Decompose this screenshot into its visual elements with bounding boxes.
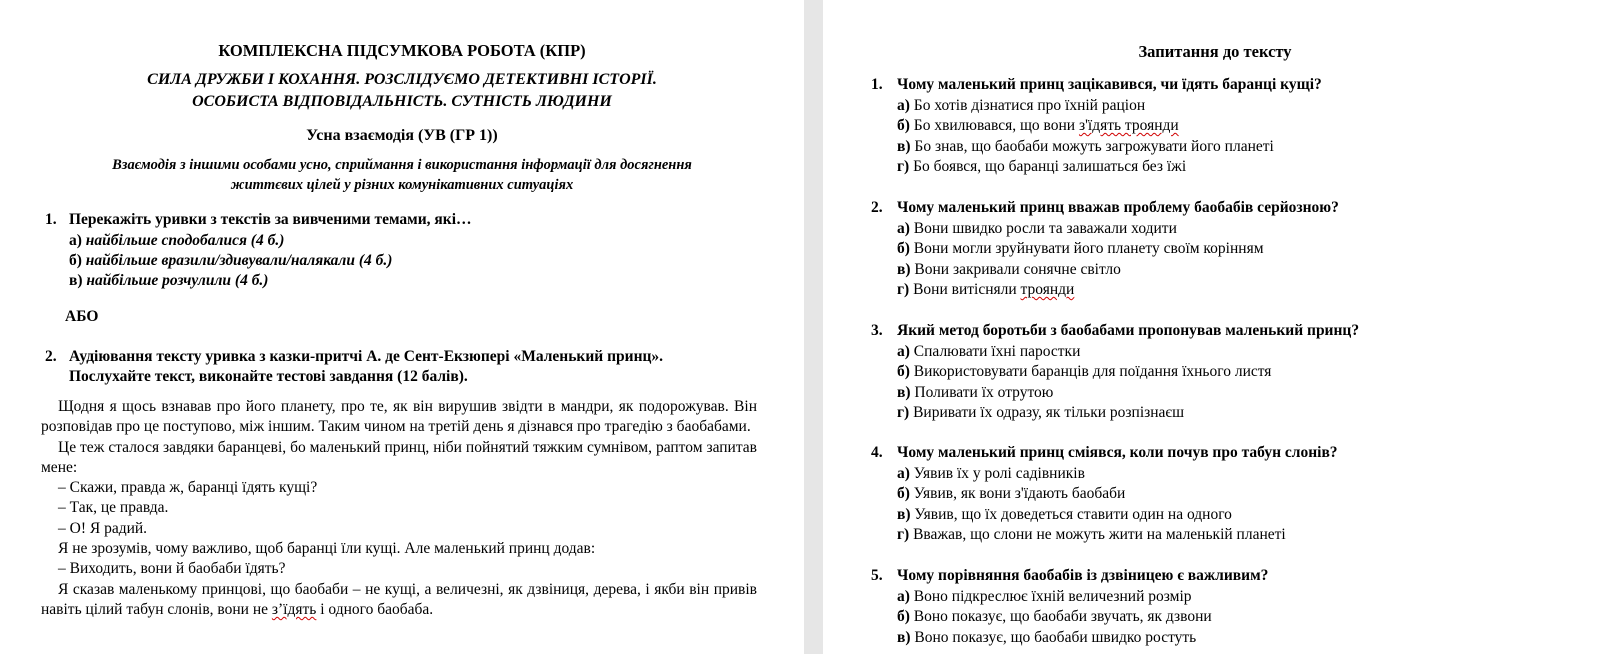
option-text: найбільше розчулили (4 б.): [86, 272, 269, 289]
story-paragraph: Це теж сталося завдяки баранцеві, бо маленький принц, ніби пойнятий тяжким сумнівом, раптом запитав мене:: [41, 438, 757, 476]
question-number: 4.: [871, 444, 883, 461]
question-4: [871, 443, 1571, 546]
option-letter: а): [69, 232, 82, 249]
option-letter: г): [897, 404, 910, 421]
subtitle-line-2: ОСОБИСТА ВІДПОВІДАЛЬНІСТЬ. СУТНІСТЬ ЛЮДИНИ: [192, 93, 612, 110]
dialogue-line: – О! Я радий.: [58, 519, 148, 537]
option-letter: а): [897, 96, 910, 114]
answer-option: [871, 260, 1571, 281]
question-heading: [871, 443, 1571, 464]
option-letter: в): [897, 383, 911, 401]
dialogue-line: – Скажи, правда ж, баранці їдять кущі?: [58, 479, 318, 497]
task-2-line-1: Аудіювання тексту уривка з казки-притчі А. де Сент-Екзюпері «Маленький принц».: [69, 348, 664, 365]
question-number: 5.: [871, 567, 883, 584]
section-description-line-2: життєвих цілей у різних комунікативних ситуаціях: [230, 177, 574, 193]
option-letter: г): [897, 526, 910, 543]
option-text: Вони витісняли: [913, 281, 1017, 298]
option-text: Уявив, що їх доведеться ставити один на одного: [914, 505, 1232, 523]
dialogue-line: – Так, це правда.: [58, 499, 169, 517]
task-1-number: 1.: [45, 211, 57, 228]
answer-option: [871, 116, 1571, 137]
question-heading: [871, 321, 1571, 342]
option-text: Воно показує, що баобаби звучать, як дзвони: [913, 608, 1212, 625]
option-text: Воно підкреслює їхній величезний розмір: [913, 587, 1192, 605]
option-text: Поливати їх отрутою: [914, 383, 1054, 401]
question-number: 1.: [871, 76, 883, 93]
right-page: [823, 0, 1608, 654]
option-text: Спалювати їхні паростки: [913, 342, 1081, 360]
option-letter: г): [897, 158, 910, 175]
text-run: і одного баобаба.: [316, 600, 434, 618]
option-letter: б): [897, 608, 910, 625]
answer-option: [871, 628, 1571, 649]
question-text: Чому маленький принц вважав проблему баобабів серйозною?: [897, 199, 1339, 216]
answer-option: [871, 403, 1571, 424]
option-letter: в): [897, 260, 911, 278]
answer-option: [871, 157, 1571, 178]
story-paragraph: Щодня я щось взнавав про його планету, про те, як він вирушив звідти в мандри, як подорожував. Він розповідав про це поступово, між іншим. Таким чином на третій день я дізнався про трагедію з баобабами.: [41, 398, 757, 436]
option-letter: а): [897, 219, 910, 237]
page-gap: [804, 0, 823, 654]
option-letter: в): [897, 137, 911, 155]
option-letter: а): [897, 342, 910, 360]
option-letter: б): [897, 240, 910, 257]
question-text: Чому порівняння баобабів із дзвіницею є важливим?: [897, 567, 1269, 584]
option-text: Вважав, що слони не можуть жити на маленькій планеті: [913, 526, 1286, 543]
option-letter: б): [897, 485, 910, 502]
option-text: Воно показує, що баобаби швидко ростуть: [914, 628, 1197, 646]
option-letter: а): [897, 587, 910, 605]
question-3: [871, 321, 1571, 424]
task-1-heading: Перекажіть уривки з текстів за вивченими темами, які…: [69, 211, 472, 228]
question-text: Чому маленький принц сміявся, коли почув про табун слонів?: [897, 444, 1338, 461]
answer-option: [871, 96, 1571, 117]
answer-option: [871, 362, 1571, 383]
story-text: [41, 397, 757, 620]
answer-option: [871, 280, 1571, 301]
question-5: [871, 566, 1571, 648]
option-text: Вони швидко росли та заважали ходити: [913, 219, 1177, 237]
task-1-option-c: [69, 271, 268, 291]
answer-option: [871, 239, 1571, 260]
question-heading: [871, 198, 1571, 219]
question-number: 2.: [871, 199, 883, 216]
option-text: Виривати їх одразу, як тільки розпізнаєш: [913, 404, 1185, 421]
answer-option: [871, 342, 1571, 363]
answer-option: [871, 464, 1571, 485]
section-heading: Усна взаємодія (УВ (ГР 1)): [306, 127, 498, 144]
option-letter: в): [69, 272, 83, 289]
spell-flagged-word: троянди: [1020, 281, 1075, 298]
task-2-number: 2.: [45, 348, 57, 365]
questions-title: Запитання до тексту: [1138, 42, 1292, 61]
task-1-option-b: [69, 251, 392, 271]
story-paragraph: [41, 580, 757, 621]
answer-option: [871, 137, 1571, 158]
task-1-option-a: [69, 231, 284, 251]
task-2-line-2: Послухайте текст, виконайте тестові завдання (12 балів).: [69, 368, 468, 385]
or-label: АБО: [65, 308, 99, 325]
question-text: Чому маленький принц зацікавився, чи їдять баранці кущі?: [897, 76, 1322, 93]
answer-option: [871, 219, 1571, 240]
option-text: Бо хвилювався, що вони: [913, 117, 1076, 134]
option-letter: в): [897, 628, 911, 646]
answer-option: [871, 505, 1571, 526]
question-number: 3.: [871, 322, 883, 339]
option-letter: б): [69, 252, 82, 269]
option-text: Бо знав, що баобаби можуть загрожувати його планеті: [914, 137, 1274, 155]
answer-option: [871, 607, 1571, 628]
answer-option: [871, 525, 1571, 546]
option-letter: а): [897, 464, 910, 482]
question-1: [871, 75, 1571, 178]
option-text: найбільше вразили/здивували/налякали (4 б.): [85, 252, 393, 269]
option-text: Використовувати баранців для поїдання їхнього листя: [913, 363, 1272, 380]
section-description-line-1: Взаємодія з іншими особами усно, сприймання і використання інформації для досягнення: [112, 157, 692, 173]
dialogue-line: – Виходить, вони й баобаби їдять?: [58, 560, 286, 578]
answer-option: [871, 484, 1571, 505]
document-title: КОМПЛЕКСНА ПІДСУМКОВА РОБОТА (КПР): [218, 41, 586, 60]
option-text: Вони могли зруйнувати його планету своїм корінням: [913, 240, 1264, 257]
option-text: найбільше сподобалися (4 б.): [85, 232, 285, 249]
option-letter: б): [897, 363, 910, 380]
question-heading: [871, 566, 1571, 587]
answer-option: [871, 383, 1571, 404]
story-paragraph: Я не зрозумів, чому важливо, щоб баранці їли кущі. Але маленький принц додав:: [58, 540, 596, 558]
option-letter: в): [897, 505, 911, 523]
option-text: Бо боявся, що баранці залишаться без їжі: [913, 158, 1187, 175]
spell-flagged-word: з'їдять троянди: [1078, 117, 1179, 134]
answer-option: [871, 587, 1571, 608]
option-text: Бо хотів дізнатися про їхній раціон: [913, 96, 1146, 114]
option-letter: б): [897, 117, 910, 134]
subtitle-line-1: СИЛА ДРУЖБИ І КОХАННЯ. РОЗСЛІДУЄМО ДЕТЕКТИВНІ ІСТОРІЇ.: [147, 71, 657, 88]
option-text: Вони закривали сонячне світло: [914, 260, 1121, 278]
spell-flagged-word: з’їдять: [271, 600, 317, 618]
option-text: Уявив, як вони з'їдають баобаби: [913, 485, 1126, 502]
question-text: Який метод боротьби з баобабами пропонував маленький принц?: [897, 322, 1360, 339]
question-heading: [871, 75, 1571, 96]
question-2: [871, 198, 1571, 301]
option-letter: г): [897, 281, 910, 298]
text-run: Я сказав маленькому принцові, що баобаби – не кущі, а величезні, як дзвіниця, дерева, і якби він привів навіть цілий табун слонів, вони не: [41, 580, 757, 618]
option-text: Уявив їх у ролі садівників: [913, 464, 1085, 482]
